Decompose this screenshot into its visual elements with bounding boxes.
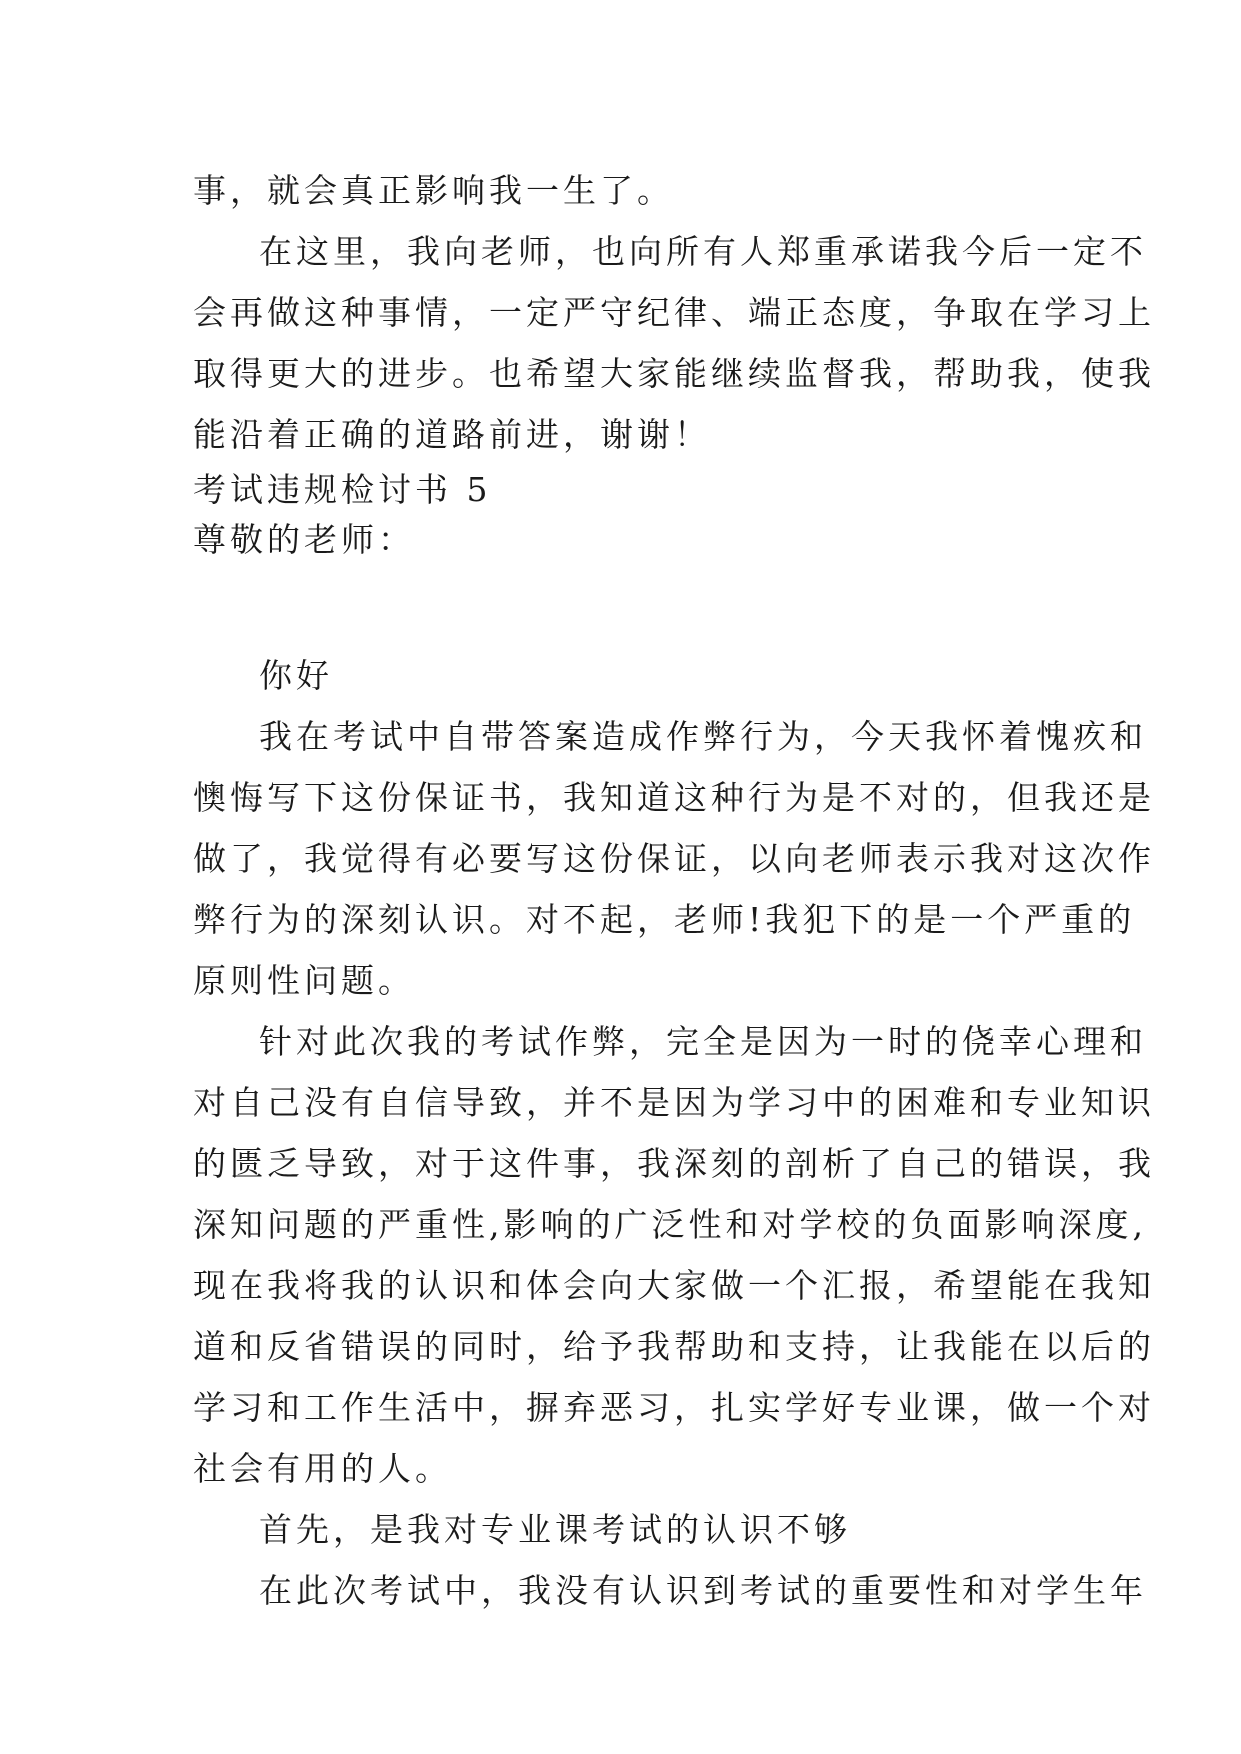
text-line: 道和反省错误的同时，给予我帮助和支持，让我能在以后的: [193, 1327, 1155, 1366]
text-line: 对自己没有自信导致，并不是因为学习中的困难和专业知识: [193, 1083, 1155, 1122]
text-line: 我在考试中自带答案造成作弊行为，今天我怀着愧疚和: [259, 717, 1147, 756]
paragraph-continuation: [193, 160, 1053, 221]
text-line: 做了，我觉得有必要写这份保证，以向老师表示我对这次作: [193, 839, 1155, 878]
section-title: 考试违规检讨书 5: [193, 470, 492, 509]
paragraph-apology: [193, 706, 1155, 1011]
text-line: 原则性问题。: [193, 961, 415, 1000]
salutation: 尊敬的老师：: [193, 520, 415, 559]
text-line: 深知问题的严重性,影响的广泛性和对学校的负面影响深度,: [193, 1205, 1147, 1244]
text-line: 会再做这种事情，一定严守纪律、端正态度，争取在学习上: [193, 293, 1155, 332]
document-page: [193, 160, 1155, 1621]
text-line: 弊行为的深刻认识。对不起，老师!我犯下的是一个严重的: [193, 900, 1136, 939]
text-line: 在这里，我向老师，也向所有人郑重承诺我今后一定不: [259, 232, 1147, 271]
text-line: 能沿着正确的道路前进，谢谢！: [193, 415, 711, 454]
blank-space: [193, 565, 1053, 645]
text-line: 学习和工作生活中，摒弃恶习，扎实学好专业课，做一个对: [193, 1388, 1155, 1427]
paragraph-promise: [193, 221, 1155, 465]
subheading-first: 首先，是我对专业课考试的认识不够: [259, 1510, 851, 1549]
text-line: 取得更大的进步。也希望大家能继续监督我，帮助我，使我: [193, 354, 1155, 393]
text-line: 事，就会真正影响我一生了。: [193, 171, 674, 210]
text-line: 现在我将我的认识和体会向大家做一个汇报，希望能在我知: [193, 1266, 1155, 1305]
paragraph-reflection: [193, 1011, 1155, 1499]
text-line: 针对此次我的考试作弊，完全是因为一时的侥幸心理和: [259, 1022, 1147, 1061]
text-line: 的匮乏导致，对于这件事，我深刻的剖析了自己的错误，我: [193, 1144, 1155, 1183]
greeting: 你好: [259, 656, 333, 695]
paragraph-start: 在此次考试中，我没有认识到考试的重要性和对学生年: [259, 1571, 1147, 1610]
text-line: 懊悔写下这份保证书，我知道这种行为是不对的，但我还是: [193, 778, 1155, 817]
text-line: 社会有用的人。: [193, 1449, 452, 1488]
